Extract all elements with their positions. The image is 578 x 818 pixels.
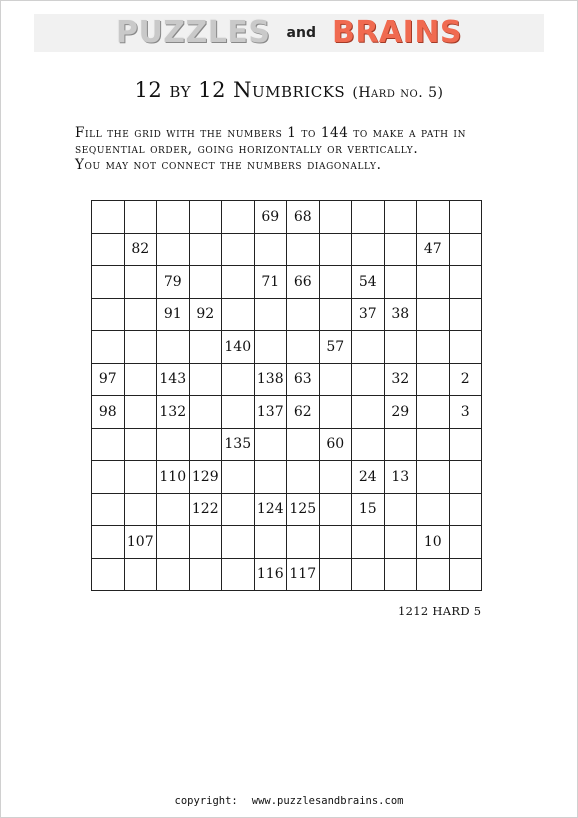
grid-cell-clue[interactable]: 32 <box>384 363 417 396</box>
grid-cell-empty[interactable] <box>319 233 352 266</box>
instructions <box>75 125 545 173</box>
grid-cell-empty[interactable] <box>92 331 125 364</box>
grid-cell-empty[interactable] <box>319 266 352 299</box>
grid-cell-empty[interactable] <box>254 526 287 559</box>
grid-cell-clue[interactable]: 137 <box>254 396 287 429</box>
grid-cell-empty[interactable] <box>352 201 385 234</box>
grid-cell-empty[interactable] <box>189 266 222 299</box>
grid-cell-empty[interactable] <box>157 201 190 234</box>
grid-cell-empty[interactable] <box>417 428 450 461</box>
puzzle-grid <box>91 200 482 591</box>
grid-cell-empty[interactable] <box>287 298 320 331</box>
grid-cell-empty[interactable] <box>92 201 125 234</box>
grid-cell-clue[interactable]: 38 <box>384 298 417 331</box>
grid-cell-empty[interactable] <box>124 363 157 396</box>
instruction-line: You may not connect the numbers diagonally. <box>75 157 382 173</box>
grid-cell-clue[interactable]: 107 <box>124 526 157 559</box>
grid-cell-empty[interactable] <box>254 461 287 494</box>
grid-cell-clue[interactable]: 116 <box>254 558 287 591</box>
grid-cell-clue[interactable]: 66 <box>287 266 320 299</box>
grid-cell-clue[interactable]: 15 <box>352 493 385 526</box>
grid-row <box>92 298 482 331</box>
grid-cell-clue[interactable]: 82 <box>124 233 157 266</box>
title-main: 12 by 12 Numbricks <box>134 78 346 102</box>
grid-cell-empty[interactable] <box>222 493 255 526</box>
grid-cell-empty[interactable] <box>449 428 482 461</box>
grid-cell-empty[interactable] <box>384 266 417 299</box>
grid-cell-empty[interactable] <box>449 526 482 559</box>
grid-cell-clue[interactable]: 68 <box>287 201 320 234</box>
grid-cell-empty[interactable] <box>124 396 157 429</box>
grid-cell-clue[interactable]: 29 <box>384 396 417 429</box>
grid-cell-empty[interactable] <box>449 266 482 299</box>
grid-row <box>92 526 482 559</box>
grid-cell-empty[interactable] <box>92 233 125 266</box>
grid-cell-empty[interactable] <box>222 396 255 429</box>
grid-cell-empty[interactable] <box>92 298 125 331</box>
logo-word-and: and <box>286 25 316 41</box>
grid-cell-empty[interactable] <box>319 526 352 559</box>
instruction-line: sequential order, going horizontally or vertically. <box>75 141 419 157</box>
grid-cell-clue[interactable]: 110 <box>157 461 190 494</box>
grid-cell-clue[interactable]: 138 <box>254 363 287 396</box>
grid-row <box>92 201 482 234</box>
grid-row <box>92 233 482 266</box>
grid-cell-empty[interactable] <box>319 461 352 494</box>
grid-cell-empty[interactable] <box>384 233 417 266</box>
puzzle-code: 1212 HARD 5 <box>398 604 482 618</box>
grid-cell-empty[interactable] <box>319 493 352 526</box>
grid-cell-clue[interactable]: 122 <box>189 493 222 526</box>
grid-cell-clue[interactable]: 143 <box>157 363 190 396</box>
grid-cell-clue[interactable]: 37 <box>352 298 385 331</box>
grid-cell-empty[interactable] <box>189 363 222 396</box>
grid-cell-empty[interactable] <box>124 331 157 364</box>
grid-cell-empty[interactable] <box>124 461 157 494</box>
grid-cell-empty[interactable] <box>157 233 190 266</box>
copyright-footer <box>0 795 578 807</box>
grid-cell-empty[interactable] <box>449 331 482 364</box>
grid-cell-empty[interactable] <box>417 331 450 364</box>
grid-cell-clue[interactable]: 79 <box>157 266 190 299</box>
grid-cell-empty[interactable] <box>352 428 385 461</box>
grid-cell-empty[interactable] <box>189 201 222 234</box>
logo-word-puzzles: PUZZLES <box>115 15 271 50</box>
grid-cell-empty[interactable] <box>319 201 352 234</box>
grid-cell-empty[interactable] <box>222 526 255 559</box>
grid-cell-empty[interactable] <box>449 493 482 526</box>
grid-row <box>92 558 482 591</box>
grid-cell-empty[interactable] <box>189 396 222 429</box>
grid-cell-clue[interactable]: 13 <box>384 461 417 494</box>
copyright-url-link[interactable]: www.puzzlesandbrains.com <box>251 795 404 807</box>
grid-cell-clue[interactable]: 129 <box>189 461 222 494</box>
grid-row <box>92 461 482 494</box>
grid-cell-empty[interactable] <box>352 331 385 364</box>
grid-row <box>92 428 482 461</box>
grid-cell-empty[interactable] <box>449 558 482 591</box>
grid-cell-empty[interactable] <box>417 266 450 299</box>
grid-cell-empty[interactable] <box>449 233 482 266</box>
grid-cell-clue[interactable]: 63 <box>287 363 320 396</box>
grid-cell-empty[interactable] <box>222 298 255 331</box>
grid-cell-empty[interactable] <box>319 298 352 331</box>
grid-cell-empty[interactable] <box>287 233 320 266</box>
grid-cell-empty[interactable] <box>222 363 255 396</box>
grid-cell-empty[interactable] <box>352 233 385 266</box>
grid-cell-clue[interactable]: 71 <box>254 266 287 299</box>
grid-cell-empty[interactable] <box>124 493 157 526</box>
grid-cell-empty[interactable] <box>189 558 222 591</box>
grid-cell-empty[interactable] <box>319 363 352 396</box>
grid-cell-empty[interactable] <box>449 298 482 331</box>
grid-cell-empty[interactable] <box>287 461 320 494</box>
grid-cell-empty[interactable] <box>417 493 450 526</box>
grid-cell-empty[interactable] <box>92 493 125 526</box>
grid-cell-empty[interactable] <box>189 428 222 461</box>
grid-cell-empty[interactable] <box>124 266 157 299</box>
grid-cell-empty[interactable] <box>384 201 417 234</box>
grid-cell-empty[interactable] <box>417 396 450 429</box>
grid-cell-clue[interactable]: 92 <box>189 298 222 331</box>
grid-cell-empty[interactable] <box>449 461 482 494</box>
grid-cell-empty[interactable] <box>254 298 287 331</box>
grid-row <box>92 331 482 364</box>
grid-cell-clue[interactable]: 57 <box>319 331 352 364</box>
grid-cell-empty[interactable] <box>222 201 255 234</box>
grid-cell-empty[interactable] <box>157 493 190 526</box>
grid-cell-clue[interactable]: 69 <box>254 201 287 234</box>
grid-cell-clue[interactable]: 3 <box>449 396 482 429</box>
grid-cell-clue[interactable]: 97 <box>92 363 125 396</box>
grid-cell-empty[interactable] <box>222 558 255 591</box>
grid-cell-empty[interactable] <box>189 233 222 266</box>
grid-cell-empty[interactable] <box>417 558 450 591</box>
grid-row <box>92 493 482 526</box>
title-sub: (Hard no. 5) <box>352 85 444 101</box>
grid-cell-clue[interactable]: 117 <box>287 558 320 591</box>
grid-cell-empty[interactable] <box>417 363 450 396</box>
grid-cell-empty[interactable] <box>157 428 190 461</box>
grid-cell-empty[interactable] <box>384 526 417 559</box>
grid-cell-empty[interactable] <box>254 331 287 364</box>
grid-cell-clue[interactable]: 98 <box>92 396 125 429</box>
header-banner <box>34 14 544 52</box>
instruction-line: Fill the grid with the numbers 1 to 144 to make a path in <box>75 125 467 141</box>
grid-cell-clue[interactable]: 140 <box>222 331 255 364</box>
grid-cell-empty[interactable] <box>449 201 482 234</box>
grid-cell-empty[interactable] <box>92 428 125 461</box>
grid-cell-empty[interactable] <box>254 233 287 266</box>
grid-cell-empty[interactable] <box>417 298 450 331</box>
grid-cell-empty[interactable] <box>352 396 385 429</box>
grid-cell-clue[interactable]: 124 <box>254 493 287 526</box>
grid-cell-empty[interactable] <box>417 201 450 234</box>
grid-cell-empty[interactable] <box>189 526 222 559</box>
grid-cell-empty[interactable] <box>189 331 222 364</box>
grid-cell-empty[interactable] <box>384 331 417 364</box>
grid-cell-empty[interactable] <box>222 266 255 299</box>
grid-cell-clue[interactable]: 54 <box>352 266 385 299</box>
grid-cell-empty[interactable] <box>254 428 287 461</box>
grid-cell-clue[interactable]: 135 <box>222 428 255 461</box>
grid-cell-empty[interactable] <box>287 331 320 364</box>
grid-cell-empty[interactable] <box>92 558 125 591</box>
grid-cell-empty[interactable] <box>287 526 320 559</box>
grid-cell-empty[interactable] <box>222 461 255 494</box>
grid-cell-empty[interactable] <box>92 526 125 559</box>
grid-cell-empty[interactable] <box>124 428 157 461</box>
grid-cell-clue[interactable]: 60 <box>319 428 352 461</box>
grid-cell-clue[interactable]: 132 <box>157 396 190 429</box>
grid-cell-empty[interactable] <box>92 266 125 299</box>
grid-row <box>92 396 482 429</box>
grid-row <box>92 363 482 396</box>
grid-cell-empty[interactable] <box>384 428 417 461</box>
grid-cell-clue[interactable]: 91 <box>157 298 190 331</box>
grid-cell-empty[interactable] <box>124 558 157 591</box>
grid-cell-empty[interactable] <box>157 331 190 364</box>
logo-word-brains: BRAINS <box>331 15 463 50</box>
grid-cell-empty[interactable] <box>92 461 125 494</box>
grid-cell-clue[interactable]: 10 <box>417 526 450 559</box>
grid-cell-empty[interactable] <box>417 461 450 494</box>
grid-cell-empty[interactable] <box>319 396 352 429</box>
grid-row <box>92 266 482 299</box>
page-title <box>0 78 578 102</box>
grid-cell-empty[interactable] <box>157 526 190 559</box>
grid-cell-clue[interactable]: 47 <box>417 233 450 266</box>
copyright-label: copyright: <box>174 795 238 807</box>
grid-cell-clue[interactable]: 24 <box>352 461 385 494</box>
grid-cell-clue[interactable]: 125 <box>287 493 320 526</box>
grid-cell-clue[interactable]: 2 <box>449 363 482 396</box>
grid-cell-empty[interactable] <box>319 558 352 591</box>
grid-cell-empty[interactable] <box>157 558 190 591</box>
grid-cell-empty[interactable] <box>352 558 385 591</box>
grid-cell-empty[interactable] <box>384 558 417 591</box>
grid-cell-empty[interactable] <box>352 526 385 559</box>
grid-cell-empty[interactable] <box>287 428 320 461</box>
grid-cell-empty[interactable] <box>352 363 385 396</box>
grid-cell-empty[interactable] <box>222 233 255 266</box>
grid-cell-empty[interactable] <box>124 298 157 331</box>
site-logo[interactable] <box>34 14 544 52</box>
grid-cell-empty[interactable] <box>384 493 417 526</box>
grid-cell-empty[interactable] <box>124 201 157 234</box>
grid-cell-clue[interactable]: 62 <box>287 396 320 429</box>
